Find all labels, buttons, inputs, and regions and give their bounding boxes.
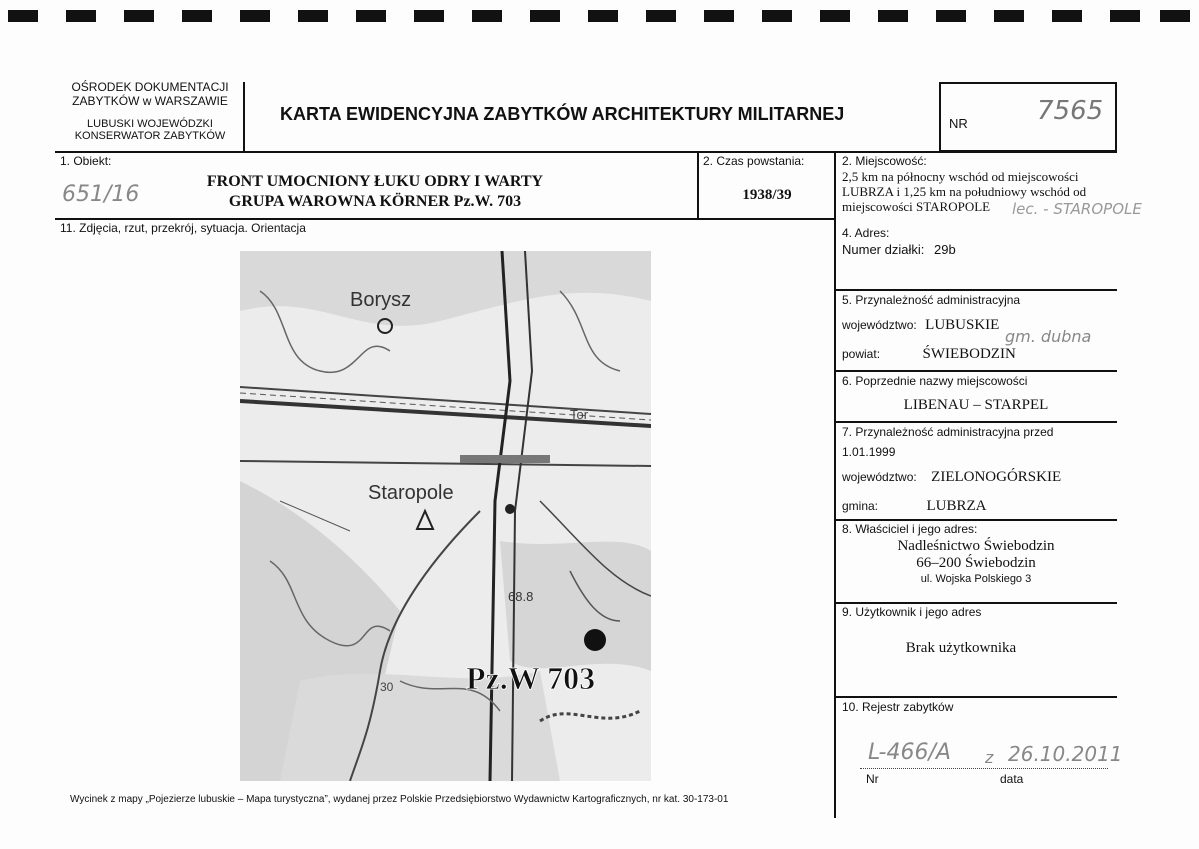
rejestr-data-label: data <box>1000 772 1024 786</box>
przynaleznosc-handwritten: gm. dubna <box>1005 327 1092 346</box>
rejestr-date-handwritten: 26.10.2011 <box>1008 742 1123 766</box>
uzytkownik-value: Brak użytkownika <box>905 640 1017 656</box>
wlasciciel-line-3: ul. Wojska Polskiego 3 <box>920 573 1032 585</box>
map-label-pzw: Pz.W 703 <box>466 660 596 696</box>
przed1999-gmina-value: LUBRZA <box>926 498 987 514</box>
przynaleznosc-woj <box>842 316 999 334</box>
org-line-3: LUBUSKI WOJEWÓDZKI <box>87 118 213 130</box>
obiekt-label: 1. Obiekt: <box>60 154 112 168</box>
przed1999-gmina-label: gmina: <box>842 499 879 513</box>
wlasciciel-line-2: 66–200 Świebodzin <box>916 555 1036 571</box>
obiekt-line-1: FRONT UMOCNIONY ŁUKU ODRY I WARTY <box>206 173 544 190</box>
org-line-2: ZABYTKÓW w WARSZAWIE <box>72 94 228 108</box>
map-drawing <box>240 251 651 781</box>
org-block <box>55 80 245 142</box>
org-line-4: KONSERWATOR ZABYTKÓW <box>74 130 226 142</box>
map-caption: Wycinek z mapy „Pojezierze lubuskie – Mapa turystyczna”, wydanej przez Polskie Przedsiębiorstwo Wydawnictw Kartograficznych, nr kat. 30-173-01 <box>70 794 729 805</box>
przed1999-woj <box>842 468 1061 486</box>
map-label-staropole: Staropole <box>368 482 454 504</box>
wlasciciel-line-1: Nadleśnictwo Świebodzin <box>897 538 1055 554</box>
przed1999-date: 1.01.1999 <box>842 445 896 459</box>
miejscowosc-line-1: 2,5 km na północny wschód od miejscowości <box>842 169 1079 184</box>
miejscowosc-label: 2. Miejscowość: <box>842 154 927 168</box>
uzytkownik-label: 9. Użytkownik i jego adres <box>842 605 982 619</box>
obiekt-handwritten: 651/16 <box>62 182 140 207</box>
nr-box <box>939 82 1117 152</box>
org-line-1: OŚRODEK DOKUMENTACJI <box>71 80 229 94</box>
przynaleznosc-woj-label: województwo: <box>842 318 917 332</box>
obiekt-name <box>120 172 630 212</box>
adres-dzialka <box>842 242 956 257</box>
czas-label: 2. Czas powstania: <box>703 154 805 168</box>
adres-label: 4. Adres: <box>842 226 890 240</box>
przed1999-woj-value: ZIELONOGÓRSKIE <box>931 469 1062 485</box>
rejestr-label: 10. Rejestr zabytków <box>842 700 954 714</box>
miejscowosc-handwritten: lec. - STAROPOLE <box>1012 200 1142 218</box>
rejestr-nr-label: Nr <box>866 772 879 786</box>
map-label-borysz: Borysz <box>350 289 412 311</box>
nr-value: 7565 <box>1037 96 1104 126</box>
przynaleznosc-woj-value: LUBUSKIE <box>925 317 1000 333</box>
wlasciciel-label: 8. Właściciel i jego adres: <box>842 522 978 536</box>
miejscowosc-line-2: LUBRZA i 1,25 km na południowy wschód od <box>842 184 1087 199</box>
map-label-elevation: 68.8 <box>508 589 534 604</box>
map-label-road: Tor <box>570 407 589 422</box>
poprzednie-value: LIBENAU – STARPEL <box>903 397 1049 413</box>
poprzednie-label: 6. Poprzednie nazwy miejscowości <box>842 374 1028 388</box>
przed1999-woj-label: województwo: <box>842 470 917 484</box>
przed1999-label: 7. Przynależność administracyjna przed <box>842 425 1054 439</box>
przynaleznosc-label: 5. Przynależność administracyjna <box>842 293 1021 307</box>
czas-value: 1938/39 <box>742 187 792 203</box>
nr-label: NR <box>949 116 968 131</box>
przynaleznosc-powiat-value: ŚWIEBODZIN <box>922 346 1016 362</box>
map-image <box>240 251 651 781</box>
miejscowosc-line-3: miejscowości STAROPOLE <box>842 199 991 214</box>
card-title: KARTA EWIDENCYJNA ZABYTKÓW ARCHITEKTURY MILITARNEJ <box>280 104 845 124</box>
map-label-30: 30 <box>380 680 394 694</box>
dzialka-label: Numer działki: <box>842 242 925 257</box>
zdjecia-label: 11. Zdjęcia, rzut, przekrój, sytuacja. Orientacja <box>60 221 306 235</box>
wlasciciel-address <box>835 538 1117 585</box>
przynaleznosc-powiat <box>842 345 1016 363</box>
rejestr-z-handwritten: z <box>985 748 994 767</box>
rejestr-nr-handwritten: L-466/A <box>868 740 951 765</box>
przed1999-gmina <box>842 497 986 515</box>
dzialka-value: 29b <box>933 242 956 257</box>
przynaleznosc-powiat-label: powiat: <box>842 347 881 361</box>
obiekt-line-2: GRUPA WAROWNA KÖRNER Pz.W. 703 <box>228 193 522 210</box>
